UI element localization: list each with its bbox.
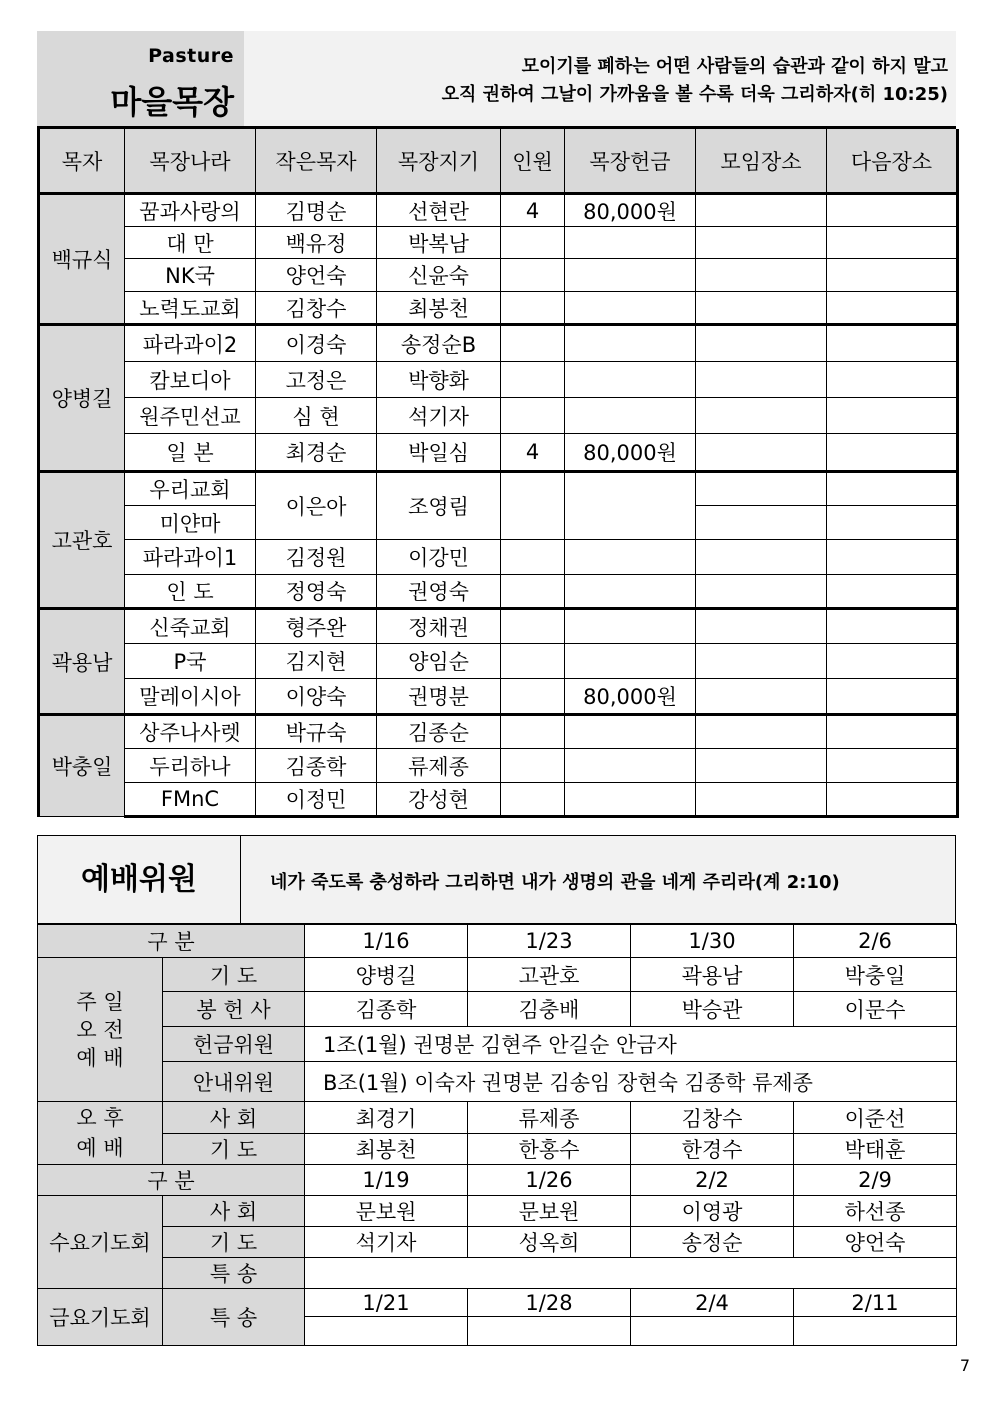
duty-cell: 송정순 [631, 1227, 794, 1258]
nation-cell: P국 [125, 644, 256, 679]
meeting-place-cell[interactable] [696, 194, 827, 227]
duty-cell: 양언숙 [794, 1227, 957, 1258]
meeting-place-cell[interactable] [696, 609, 827, 644]
small-pastor-cell: 박규숙 [256, 715, 377, 749]
pastor-cell: 곽용남 [39, 609, 125, 715]
friday-special-cell [631, 1317, 794, 1346]
nation-cell: 우리교회 [125, 472, 256, 506]
pasture-title-box [37, 31, 244, 126]
nation-cell: 미얀마 [125, 506, 256, 540]
duty-cell: 이영광 [631, 1196, 794, 1227]
duty-cell: 하선종 [794, 1196, 957, 1227]
nation-cell: 파라과이2 [125, 325, 256, 362]
count-cell [501, 227, 565, 259]
offering-cell [565, 644, 696, 679]
next-place-cell[interactable] [827, 506, 958, 540]
count-cell [501, 609, 565, 644]
table-row [39, 644, 958, 679]
nation-cell: 상주나사렛 [125, 715, 256, 749]
pastor-cell: 양병길 [39, 325, 125, 472]
duty-cell: 최봉천 [305, 1134, 468, 1165]
table-row [39, 292, 958, 325]
usher-label: 안내위원 [163, 1062, 305, 1102]
header-count: 인원 [501, 129, 565, 194]
duty-cell: 문보원 [468, 1196, 631, 1227]
count-cell: 4 [501, 194, 565, 227]
special-song-label: 특 송 [163, 1258, 305, 1289]
next-place-cell[interactable] [827, 540, 958, 575]
date-cell: 2/11 [794, 1289, 957, 1317]
table-row [38, 1165, 957, 1196]
header-keeper: 목장지기 [377, 129, 501, 194]
friday-label: 금요기도회 [38, 1289, 163, 1346]
nation-cell: 대 만 [125, 227, 256, 259]
sunday-am-label: 주 일 오 전 예 배 [38, 958, 163, 1102]
offering-cell [565, 715, 696, 749]
header-small-pastor: 작은목자 [256, 129, 377, 194]
pasture-verse-line1: 모이기를 폐하는 어떤 사람들의 습관과 같이 하지 말고 [521, 56, 948, 77]
duty-cell: 한홍수 [468, 1134, 631, 1165]
table-row [38, 1227, 957, 1258]
count-cell [501, 259, 565, 292]
keeper-cell: 정채권 [377, 609, 501, 644]
small-pastor-cell: 백유정 [256, 227, 377, 259]
worship-header [37, 835, 956, 924]
friday-special-cell [305, 1317, 468, 1346]
date-cell: 1/19 [305, 1165, 468, 1196]
count-cell [501, 325, 565, 362]
nation-cell: 신죽교회 [125, 609, 256, 644]
collection-label: 헌금위원 [163, 1027, 305, 1062]
small-pastor-cell: 김지현 [256, 644, 377, 679]
presider-label: 사 회 [163, 1102, 305, 1134]
pasture-verse [442, 53, 948, 109]
table-row [39, 609, 958, 644]
keeper-cell: 신윤숙 [377, 259, 501, 292]
small-pastor-cell: 김창수 [256, 292, 377, 325]
next-place-cell[interactable] [827, 325, 958, 362]
next-place-cell[interactable] [827, 398, 958, 434]
keeper-cell: 선현란 [377, 194, 501, 227]
count-cell [501, 783, 565, 817]
meeting-place-cell[interactable] [696, 362, 827, 398]
meeting-place-cell[interactable] [696, 259, 827, 292]
header-nation: 목장나라 [125, 129, 256, 194]
keeper-cell: 박향화 [377, 362, 501, 398]
next-place-cell[interactable] [827, 362, 958, 398]
offering-label: 봉 헌 사 [163, 992, 305, 1027]
count-cell [501, 715, 565, 749]
table-row [38, 1258, 957, 1289]
offering-cell: 80,000원 [565, 194, 696, 227]
offering-cell [565, 227, 696, 259]
keeper-cell: 송정순B [377, 325, 501, 362]
next-place-cell[interactable] [827, 644, 958, 679]
meeting-place-cell[interactable] [696, 398, 827, 434]
date-cell: 2/6 [794, 925, 957, 958]
small-pastor-cell: 고정은 [256, 362, 377, 398]
duty-cell: 박승관 [631, 992, 794, 1027]
meeting-place-cell[interactable] [696, 749, 827, 783]
table-row [38, 1196, 957, 1227]
table-row [39, 783, 958, 817]
duty-cell: 최경기 [305, 1102, 468, 1134]
nation-cell: 두리하나 [125, 749, 256, 783]
nation-cell: 원주민선교 [125, 398, 256, 434]
gubun-label: 구 분 [38, 925, 305, 958]
offering-cell [565, 575, 696, 609]
table-row [38, 1062, 957, 1102]
nation-cell: 일 본 [125, 434, 256, 472]
meeting-place-cell[interactable] [696, 715, 827, 749]
keeper-cell: 권영숙 [377, 575, 501, 609]
special-song-value [305, 1258, 957, 1289]
keeper-cell: 박복남 [377, 227, 501, 259]
offering-cell [565, 362, 696, 398]
small-pastor-cell: 이경숙 [256, 325, 377, 362]
prayer-label: 기 도 [163, 958, 305, 992]
nation-cell: FMnC [125, 783, 256, 817]
pastor-cell: 백규식 [39, 194, 125, 325]
meeting-place-cell[interactable] [696, 472, 827, 506]
header-next-place: 다음장소 [827, 129, 958, 194]
small-pastor-cell: 정영숙 [256, 575, 377, 609]
small-pastor-cell: 양언숙 [256, 259, 377, 292]
meeting-place-cell[interactable] [696, 292, 827, 325]
date-cell: 2/2 [631, 1165, 794, 1196]
header-meeting-place: 모임장소 [696, 129, 827, 194]
pastor-cell: 박충일 [39, 715, 125, 817]
worship-title: 예배위원 [81, 862, 197, 897]
nation-cell: 꿈과사랑의 [125, 194, 256, 227]
next-place-cell[interactable] [827, 194, 958, 227]
next-place-cell[interactable] [827, 679, 958, 715]
nation-cell: NK국 [125, 259, 256, 292]
table-row [39, 398, 958, 434]
nation-cell: 캄보디아 [125, 362, 256, 398]
count-cell [501, 644, 565, 679]
small-pastor-cell: 김종학 [256, 749, 377, 783]
wednesday-label: 수요기도회 [38, 1196, 163, 1289]
offering-cell [565, 292, 696, 325]
prayer-label: 기 도 [163, 1134, 305, 1165]
table-row [38, 1289, 957, 1317]
duty-cell: 곽용남 [631, 958, 794, 992]
collection-value: 1조(1월) 권명분 김현주 안길순 안금자 [305, 1027, 957, 1062]
duty-cell: 이준선 [794, 1102, 957, 1134]
pasture-header [37, 31, 956, 129]
table-row [39, 362, 958, 398]
duty-cell: 성옥희 [468, 1227, 631, 1258]
table-row [38, 1134, 957, 1165]
next-place-cell[interactable] [827, 472, 958, 506]
gubun-label: 구 분 [38, 1165, 305, 1196]
table-row [38, 1102, 957, 1134]
meeting-place-cell[interactable] [696, 434, 827, 472]
small-pastor-cell: 이정민 [256, 783, 377, 817]
meeting-place-cell[interactable] [696, 644, 827, 679]
offering-cell: 80,000원 [565, 434, 696, 472]
duty-cell: 석기자 [305, 1227, 468, 1258]
next-place-cell[interactable] [827, 434, 958, 472]
next-place-cell[interactable] [827, 715, 958, 749]
small-pastor-cell: 이은아 [256, 472, 377, 540]
count-cell [501, 679, 565, 715]
duty-cell: 박태훈 [794, 1134, 957, 1165]
pasture-verse-line2: 오직 권하여 그날이 가까움을 볼 수록 더욱 그리하자(히 10:25) [441, 84, 948, 105]
table-row [39, 715, 958, 749]
next-place-cell[interactable] [827, 227, 958, 259]
duty-cell: 박충일 [794, 958, 957, 992]
page-number: 7 [959, 1356, 970, 1375]
small-pastor-cell: 김정원 [256, 540, 377, 575]
special-song-label: 특 송 [163, 1289, 305, 1346]
date-cell: 2/9 [794, 1165, 957, 1196]
offering-cell: 80,000원 [565, 679, 696, 715]
table-row [39, 540, 958, 575]
small-pastor-cell: 김명순 [256, 194, 377, 227]
next-place-cell[interactable] [827, 259, 958, 292]
duty-cell: 문보원 [305, 1196, 468, 1227]
meeting-place-cell[interactable] [696, 227, 827, 259]
keeper-cell: 강성현 [377, 783, 501, 817]
duty-cell: 양병길 [305, 958, 468, 992]
meeting-place-cell[interactable] [696, 679, 827, 715]
offering-cell [565, 749, 696, 783]
friday-special-cell [468, 1317, 631, 1346]
count-cell [501, 292, 565, 325]
table-row [39, 575, 958, 609]
usher-value: B조(1월) 이숙자 권명분 김송임 장현숙 김종학 류제종 [305, 1062, 957, 1102]
table-row [38, 992, 957, 1027]
date-cell: 1/21 [305, 1289, 468, 1317]
nation-cell: 인 도 [125, 575, 256, 609]
nation-cell: 말레이시아 [125, 679, 256, 715]
next-place-cell[interactable] [827, 609, 958, 644]
sunday-pm-label: 오 후 예 배 [38, 1102, 163, 1165]
duty-cell: 류제종 [468, 1102, 631, 1134]
pasture-table [37, 129, 959, 818]
count-cell [501, 472, 565, 540]
date-cell: 1/23 [468, 925, 631, 958]
keeper-cell: 권명분 [377, 679, 501, 715]
date-cell: 1/28 [468, 1289, 631, 1317]
next-place-cell[interactable] [827, 292, 958, 325]
duty-cell: 고관호 [468, 958, 631, 992]
date-cell: 1/16 [305, 925, 468, 958]
keeper-cell: 박일심 [377, 434, 501, 472]
keeper-cell: 최봉천 [377, 292, 501, 325]
next-place-cell[interactable] [827, 749, 958, 783]
offering-cell [565, 259, 696, 292]
table-row [38, 958, 957, 992]
small-pastor-cell: 심 현 [256, 398, 377, 434]
table-row [38, 925, 957, 958]
keeper-cell: 석기자 [377, 398, 501, 434]
nation-cell: 노력도교회 [125, 292, 256, 325]
offering-cell [565, 783, 696, 817]
small-pastor-cell: 최경순 [256, 434, 377, 472]
keeper-cell: 류제종 [377, 749, 501, 783]
count-cell [501, 749, 565, 783]
table-row [39, 472, 958, 506]
header-pastor: 목자 [39, 129, 125, 194]
offering-cell [565, 609, 696, 644]
next-place-cell[interactable] [827, 783, 958, 817]
pasture-header-row [39, 129, 958, 194]
offering-cell [565, 540, 696, 575]
duty-cell: 김종학 [305, 992, 468, 1027]
presider-label: 사 회 [163, 1196, 305, 1227]
next-place-cell[interactable] [827, 575, 958, 609]
offering-cell [565, 472, 696, 540]
meeting-place-cell[interactable] [696, 575, 827, 609]
meeting-place-cell[interactable] [696, 325, 827, 362]
worship-verse: 네가 죽도록 충성하라 그리하면 내가 생명의 관을 네게 주리라(계 2:10) [270, 872, 840, 893]
prayer-label: 기 도 [163, 1227, 305, 1258]
friday-special-cell [794, 1317, 957, 1346]
offering-cell [565, 325, 696, 362]
count-cell [501, 575, 565, 609]
keeper-cell: 김종순 [377, 715, 501, 749]
pastor-cell: 고관호 [39, 472, 125, 609]
table-row [39, 259, 958, 292]
pasture-title-ko: 마을목장 [110, 83, 234, 121]
worship-table [37, 924, 957, 1346]
keeper-cell: 조영림 [377, 472, 501, 540]
table-row [39, 679, 958, 715]
duty-cell: 한경수 [631, 1134, 794, 1165]
keeper-cell: 양임순 [377, 644, 501, 679]
pasture-title-en: Pasture [148, 45, 234, 67]
offering-cell [565, 398, 696, 434]
duty-cell: 이문수 [794, 992, 957, 1027]
table-row [38, 1027, 957, 1062]
meeting-place-cell[interactable] [696, 540, 827, 575]
header-offering: 목장헌금 [565, 129, 696, 194]
count-cell [501, 398, 565, 434]
small-pastor-cell: 이양숙 [256, 679, 377, 715]
nation-cell: 파라과이1 [125, 540, 256, 575]
date-cell: 2/4 [631, 1289, 794, 1317]
count-cell [501, 540, 565, 575]
meeting-place-cell[interactable] [696, 783, 827, 817]
table-row [39, 325, 958, 362]
duty-cell: 김충배 [468, 992, 631, 1027]
keeper-cell: 이강민 [377, 540, 501, 575]
count-cell [501, 362, 565, 398]
date-cell: 1/30 [631, 925, 794, 958]
table-row [39, 434, 958, 472]
table-row [39, 749, 958, 783]
table-row [39, 227, 958, 259]
meeting-place-cell[interactable] [696, 506, 827, 540]
small-pastor-cell: 형주완 [256, 609, 377, 644]
count-cell: 4 [501, 434, 565, 472]
date-cell: 1/26 [468, 1165, 631, 1196]
table-row [39, 194, 958, 227]
duty-cell: 김창수 [631, 1102, 794, 1134]
